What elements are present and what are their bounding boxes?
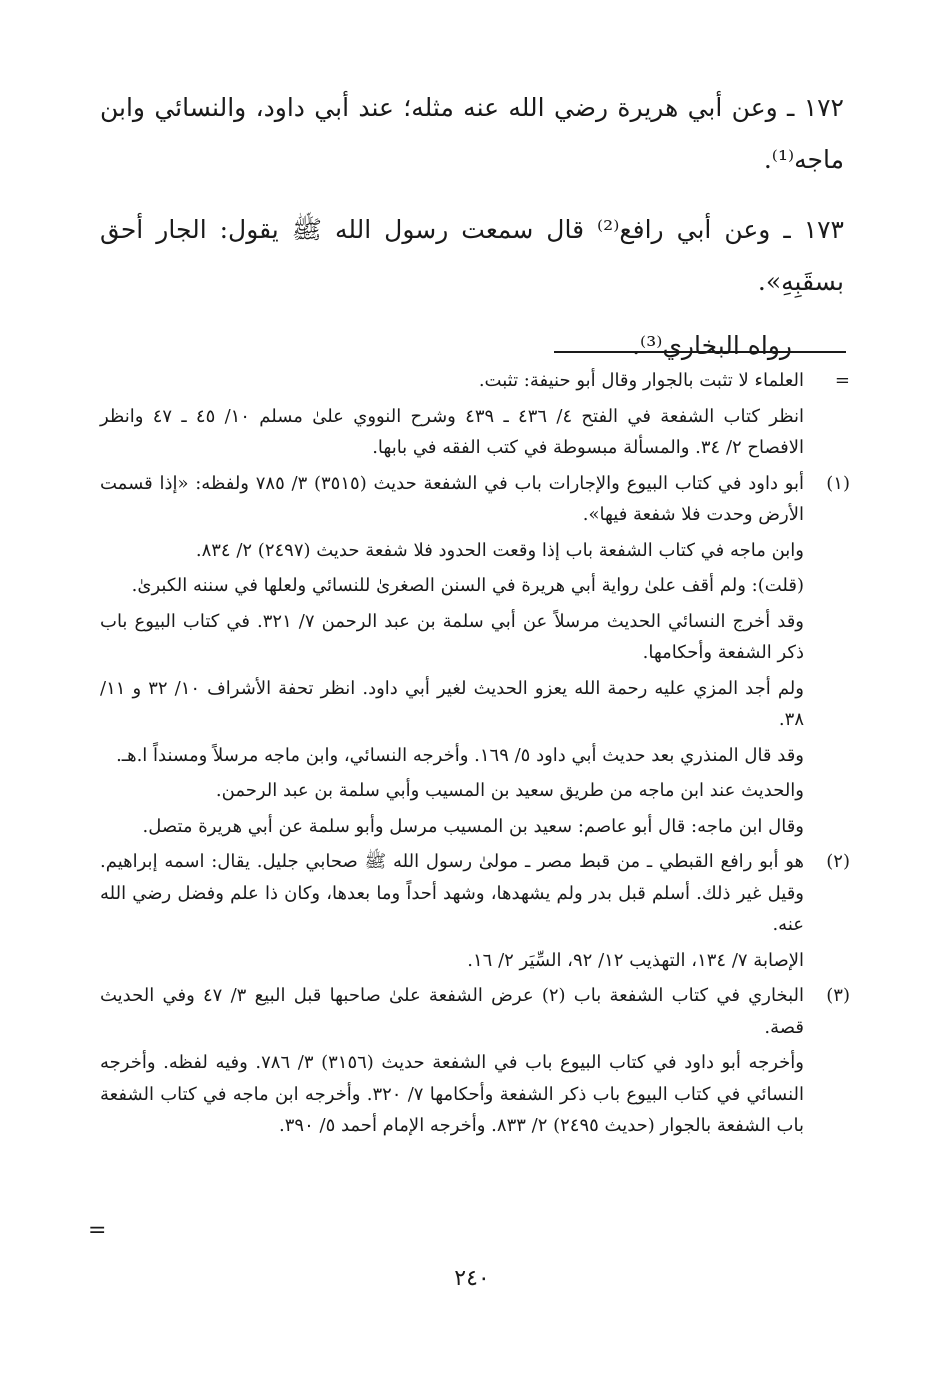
footnote-continued [100,365,850,464]
footnote-3 [100,980,850,1142]
hadith-172: ١٧٢ ـ وعن أبي هريرة رضي الله عنه مثله؛ عند أبي داود، والنسائي وابن ماجه⁽¹⁾. [100,93,844,174]
footnote-1 [100,468,850,843]
footnote-marker: = [834,370,850,391]
footnote-line: أبو داود في كتاب البيوع والإجارات باب في الشفعة حديث (٣٥١٥) ٣/ ٧٨٥ ولفظه: «إذا قسمت الأرض وحدت فلا شفعة فيها». [100,472,805,525]
footnote-line: العلماء لا تثبت بالجوار وقال أبو حنيفة: تثبت. [478,370,804,391]
footnote-line: وأخرجه أبو داود في كتاب البيوع باب في الشفعة حديث (٣١٥٦) ٣/ ٧٨٦. وفيه لفظه. وأخرجه النسائي في كتاب البيوع باب ذكر الشفعة وأحكامها ٧/ ٣٢٠. وأخرجه ابن ماجه في كتاب الشفعة باب الشفعة بالجوار (حديث ٢٤٩٥) ٢/ ٨٣٣. وأخرجه الإمام أحمد ٥/ ٣٩٠. [100,1052,805,1136]
footnote-2 [100,846,850,976]
footnote-separator [554,351,846,353]
hadith-173: ١٧٣ ـ وعن أبي رافع⁽²⁾ قال سمعت رسول الله ﷺ يقول: الجار أحق بسقَبِهِ». [100,215,844,296]
footnote-marker: (٢) [826,851,850,872]
continuation-mark: = [88,1218,107,1243]
footnote-marker: (٣) [826,985,850,1006]
footnote-line: وقال ابن ماجه: قال أبو عاصم: سعيد بن المسيب مرسل وأبو سلمة عن أبي هريرة متصل. [142,815,804,837]
main-text [100,82,844,390]
footnote-line: البخاري في كتاب الشفعة باب (٢) عرض الشفعة علىٰ صاحبها قبل البيع ٣/ ٤٧ وفي الحديث قصة. [100,985,804,1038]
footnote-marker: (١) [826,472,850,494]
footnotes [100,365,850,1146]
footnote-line: (قلت): ولم أقف علىٰ رواية أبي هريرة في السنن الصغرىٰ للنسائي ولعلها في سننه الكبرىٰ. [131,575,804,596]
footnote-line: والحديث عند ابن ماجه من طريق سعيد بن المسيب وأبي سلمة بن عبد الرحمن. [215,780,804,801]
footnote-line: وقد أخرج النسائي الحديث مرسلاً عن أبي سلمة بن عبد الرحمن ٧/ ٣٢١. في كتاب البيوع باب ذكر الشفعة وأحكامها. [100,610,804,663]
footnote-line: هو أبو رافع القبطي ـ من قبط مصر ـ مولىٰ رسول الله ﷺ صحابي جليل. يقال: اسمه إبراهيم. وقيل غير ذلك. أسلم قبل بدر ولم يشهدها، وشهد أحداً وما بعدها، وكان ذا علم وفضل رضي الله عنه. [100,851,804,935]
footnote-line: ولم أجد المزي عليه رحمة الله يعزو الحديث لغير أبي داود. انظر تحفة الأشراف ١٠/ ٣٢ و ١١/ ٣٨. [100,677,804,730]
footnote-line: وابن ماجه في كتاب الشفعة باب إذا وقعت الحدود فلا شفعة حديث (٢٤٩٧) ٢/ ٨٣٤. [195,539,804,561]
narration-source: رواه البخاري⁽³⁾. [632,331,792,360]
footnote-line: الإصابة ٧/ ١٣٤، التهذيب ١٢/ ٩٢، السِّيَر ٢/ ١٦. [467,949,804,971]
footnote-line: وقد قال المنذري بعد حديث أبي داود ٥/ ١٦٩. وأخرجه النسائي، وابن ماجه مرسلاً ومسنداً ا.هـ. [116,744,804,766]
footnote-line: انظر كتاب الشفعة في الفتح ٤/ ٤٣٦ ـ ٤٣٩ وشرح النووي علىٰ مسلم ١٠/ ٤٥ ـ ٤٧ وانظر الافصاح ٢/ ٣٤. والمسألة مبسوطة في كتب الفقه في بابها. [100,405,804,458]
page-number: ٢٤٠ [454,1266,490,1291]
